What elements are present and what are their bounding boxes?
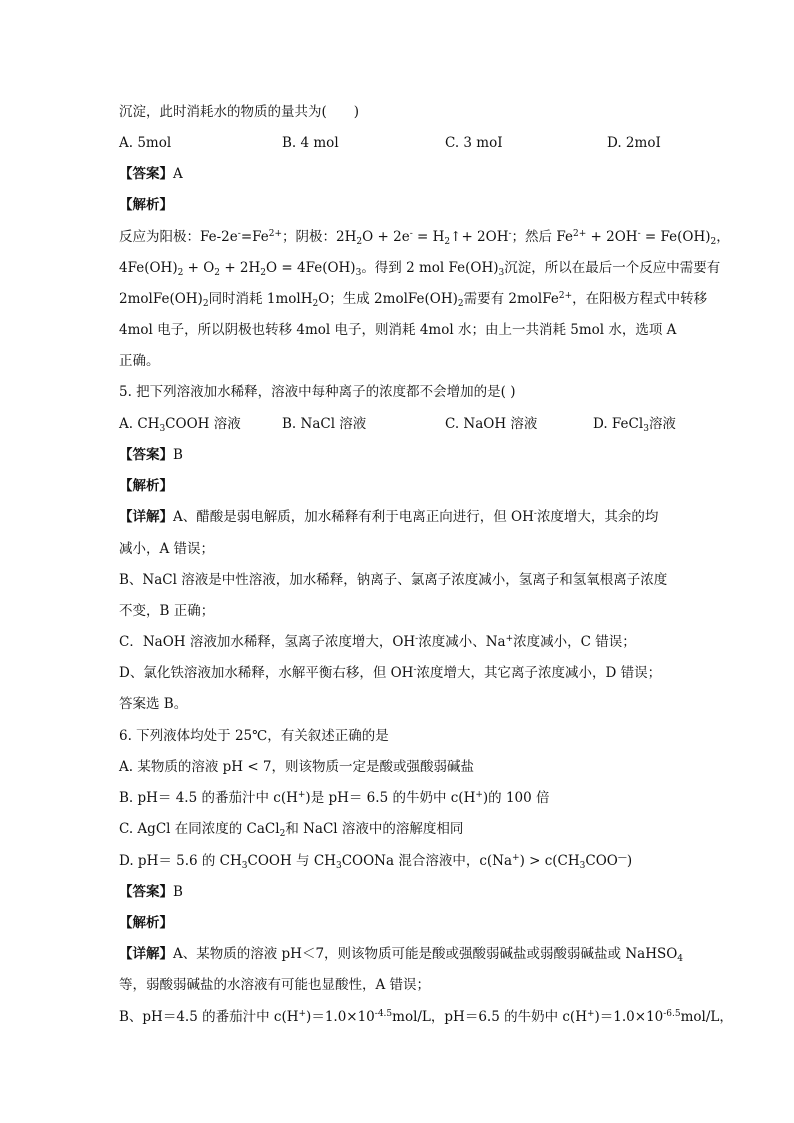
text: )是 pH＝ 6.5 的牛奶中 c(H	[305, 790, 476, 806]
text: COOH 溶液	[165, 416, 241, 432]
text: A、醋酸是弱电解质，加水稀释有利于电离正向进行，但 OH	[173, 509, 534, 525]
q5-options	[119, 415, 676, 434]
text: 减小，A 错误；	[119, 541, 215, 557]
text: ↑+ 2OH	[450, 229, 509, 245]
q4-option-a: A. 5mol	[119, 135, 172, 151]
text: + O	[183, 260, 215, 276]
text: 同时消耗 1molH	[208, 291, 313, 307]
text: COO	[585, 853, 618, 869]
q4-option-c: C. 3 moI	[445, 135, 503, 151]
sup: +	[586, 1009, 595, 1019]
analysis-label: 【解析】	[119, 197, 173, 213]
answer-label: 【答案】	[119, 166, 173, 182]
q6-option-d	[119, 852, 672, 870]
sub: 3	[241, 861, 248, 871]
text: mol/L，pH＝6.5 的牛奶中 c(H	[392, 1009, 587, 1025]
q5-option-c: C. NaOH 溶液	[445, 416, 538, 432]
detail-label: 【详解】	[119, 946, 173, 962]
q4-options	[119, 134, 672, 152]
text: COONa 混合溶液中，c(Na	[341, 853, 513, 869]
text: + 2OH	[586, 229, 638, 245]
q6-option-a	[119, 758, 672, 776]
q5-analysis-label	[119, 477, 672, 495]
q6-answer	[119, 883, 672, 901]
sup: -	[508, 229, 512, 239]
sup: 2+	[268, 229, 283, 239]
text: COOH 与 CH	[247, 853, 336, 869]
q6-detail-line-1	[119, 945, 684, 964]
answer-label: 【答案】	[119, 447, 173, 463]
text: ，在阳极方程式中转移	[572, 291, 708, 307]
q5-detail-line-5	[119, 633, 672, 651]
sup: 2+	[572, 229, 587, 239]
q5-option-b: B. NaCl 溶液	[282, 416, 367, 432]
text: 等，弱酸弱碱盐的水溶液有可能也显酸性，A 错误；	[119, 977, 431, 993]
text: B、pH＝4.5 的番茄汁中 c(H	[119, 1009, 299, 1025]
q6-detail-line-3	[119, 1008, 733, 1026]
q4-option-b: B. 4 mol	[282, 135, 339, 151]
sub: 3	[335, 861, 342, 871]
text: B、NaCl 溶液是中性溶液，加水稀释，钠离子、氯离子浓度减小，氢离子和氢氧根离子浓度	[119, 572, 668, 588]
text: O；生成 2molFe(OH)	[318, 291, 458, 307]
q5-stem-text: 5. 把下列溶液加水稀释，溶液中每种离子的浓度都不会增加的是( )	[119, 384, 516, 400]
text: 不变，B 正确；	[119, 603, 215, 619]
text: 浓度减小、Na	[418, 634, 506, 650]
text: + 2H	[220, 260, 261, 276]
text: D. pH＝ 5.6 的 CH	[119, 853, 242, 869]
sub: 3	[159, 424, 166, 434]
q4-stem-text: 沉淀，此时消耗水的物质的量共为( )	[119, 104, 360, 120]
sub: 2	[279, 829, 286, 839]
text: A、某物质的溶液 pH＜7，则该物质可能是酸或强酸弱碱盐或弱酸弱碱盐或 NaHSO	[173, 946, 678, 962]
sup: -	[533, 509, 537, 519]
text: 溶液	[648, 416, 676, 432]
text: 浓度增大，其余的均	[536, 509, 659, 525]
q4-explanation-line-3	[119, 290, 708, 309]
q6-analysis-label	[119, 914, 672, 932]
detail-label: 【详解】	[119, 509, 173, 525]
text: )＝1.0×10	[306, 1009, 375, 1025]
q5-detail-line-2	[119, 540, 672, 558]
sub: 4	[677, 954, 684, 964]
text: ，	[716, 229, 730, 245]
sup: 2+	[558, 291, 573, 301]
text: O + 2e	[362, 229, 410, 245]
sub: 2	[214, 268, 221, 278]
text: 浓度增大，其它离子浓度减小，D 错误；	[416, 665, 662, 681]
text: 沉淀，所以在最后一个反应中需要有	[504, 260, 721, 276]
text: 4Fe(OH)	[119, 260, 178, 276]
q4-explanation-line-1	[119, 228, 730, 247]
sub: 2	[710, 237, 717, 247]
q6-option-b	[119, 789, 672, 807]
text: mol/L，	[680, 1009, 733, 1025]
sup: +	[505, 634, 514, 644]
q4-explanation-line-2	[119, 259, 721, 278]
text: 正确。	[119, 353, 160, 369]
sup: -	[637, 229, 641, 239]
q5-detail-line-6	[119, 664, 672, 682]
answer-label: 【答案】	[119, 884, 173, 900]
sup: +	[475, 790, 483, 800]
q6-option-c	[119, 820, 672, 838]
text: D. FeCl	[593, 416, 644, 432]
q5-detail-line-4	[119, 602, 672, 620]
text: )	[626, 853, 633, 869]
text: 需要有 2molFe	[463, 291, 559, 307]
text: ；然后 Fe	[511, 229, 573, 245]
sub: 2	[177, 268, 184, 278]
text: ；阴极：2H	[282, 229, 357, 245]
text: C. AgCl 在同浓度的 CaCl	[119, 821, 280, 837]
q5-detail-line-1	[119, 508, 672, 526]
sup: -	[415, 634, 419, 644]
text: 和 NaCl 溶液中的溶解度相同	[285, 821, 464, 837]
sup: +	[512, 853, 520, 863]
q5-answer	[119, 446, 672, 464]
q5-option-a	[119, 415, 241, 433]
text: 浓度减小，C 错误；	[513, 634, 636, 650]
q4-explanation-line-4	[119, 321, 677, 339]
text: A. 某物质的溶液 pH < 7，则该物质一定是酸或强酸弱碱盐	[119, 759, 475, 775]
sub: 2	[356, 237, 363, 247]
text: C．NaOH 溶液加水稀释，氢离子浓度增大，OH	[119, 634, 416, 650]
sub: 2	[312, 299, 319, 309]
text: 答案选 B。	[119, 696, 188, 712]
sub: 2	[457, 299, 464, 309]
answer-value: B	[173, 447, 183, 463]
text: B. pH＝ 4.5 的番茄汁中 c(H	[119, 790, 298, 806]
text: = Fe(OH)	[640, 229, 711, 245]
sub: 2	[444, 237, 451, 247]
sup: —	[617, 853, 627, 863]
text: = H	[412, 229, 445, 245]
q4-answer	[119, 165, 672, 183]
sub: 3	[643, 424, 649, 434]
text: 2molFe(OH)	[119, 291, 203, 307]
q4-explanation-line-5	[119, 352, 672, 370]
text: A. CH	[119, 416, 160, 432]
q6-stem-text: 6. 下列液体均处于 25℃，有关叙述正确的是	[119, 728, 389, 744]
text: ) > c(CH	[519, 853, 580, 869]
text: )的 100 倍	[482, 790, 550, 806]
sup: +	[298, 1009, 307, 1019]
sub: 2	[260, 268, 267, 278]
sup: +	[297, 790, 306, 800]
sub: 3	[498, 268, 505, 278]
text: O = 4Fe(OH)	[266, 260, 356, 276]
sup: -4.5	[374, 1009, 393, 1019]
q4-stem	[119, 103, 672, 121]
sub: 3	[579, 861, 586, 871]
q4-analysis-label	[119, 196, 672, 214]
sub: 3	[355, 268, 362, 278]
sup: -	[237, 229, 241, 239]
text: )＝1.0×10	[594, 1009, 664, 1025]
text: =Fe	[240, 229, 269, 245]
text: 反应为阳极：Fe-2e	[119, 229, 238, 245]
q5-option-d	[593, 415, 676, 433]
analysis-label: 【解析】	[119, 478, 173, 494]
q5-detail-line-3	[119, 571, 672, 589]
q5-detail-line-7	[119, 695, 672, 713]
q5-stem	[119, 383, 672, 401]
text: 4mol 电子，所以阴极也转移 4mol 电子，则消耗 4mol 水；由上一共消耗 5mol 水，选项 A	[119, 322, 677, 338]
analysis-label: 【解析】	[119, 915, 173, 931]
sup: -6.5	[663, 1009, 681, 1019]
answer-value: A	[173, 166, 183, 182]
q6-stem	[119, 727, 672, 745]
sub: 2	[202, 299, 209, 309]
q4-option-d: D. 2moI	[607, 135, 661, 151]
text: 。得到 2 mol Fe(OH)	[361, 260, 499, 276]
q6-detail-line-2	[119, 976, 672, 994]
sup: -	[409, 229, 413, 239]
answer-value: B	[173, 884, 183, 900]
text: D、氯化铁溶液加水稀释，水解平衡右移，但 OH	[119, 665, 414, 681]
sup: -	[413, 665, 417, 675]
